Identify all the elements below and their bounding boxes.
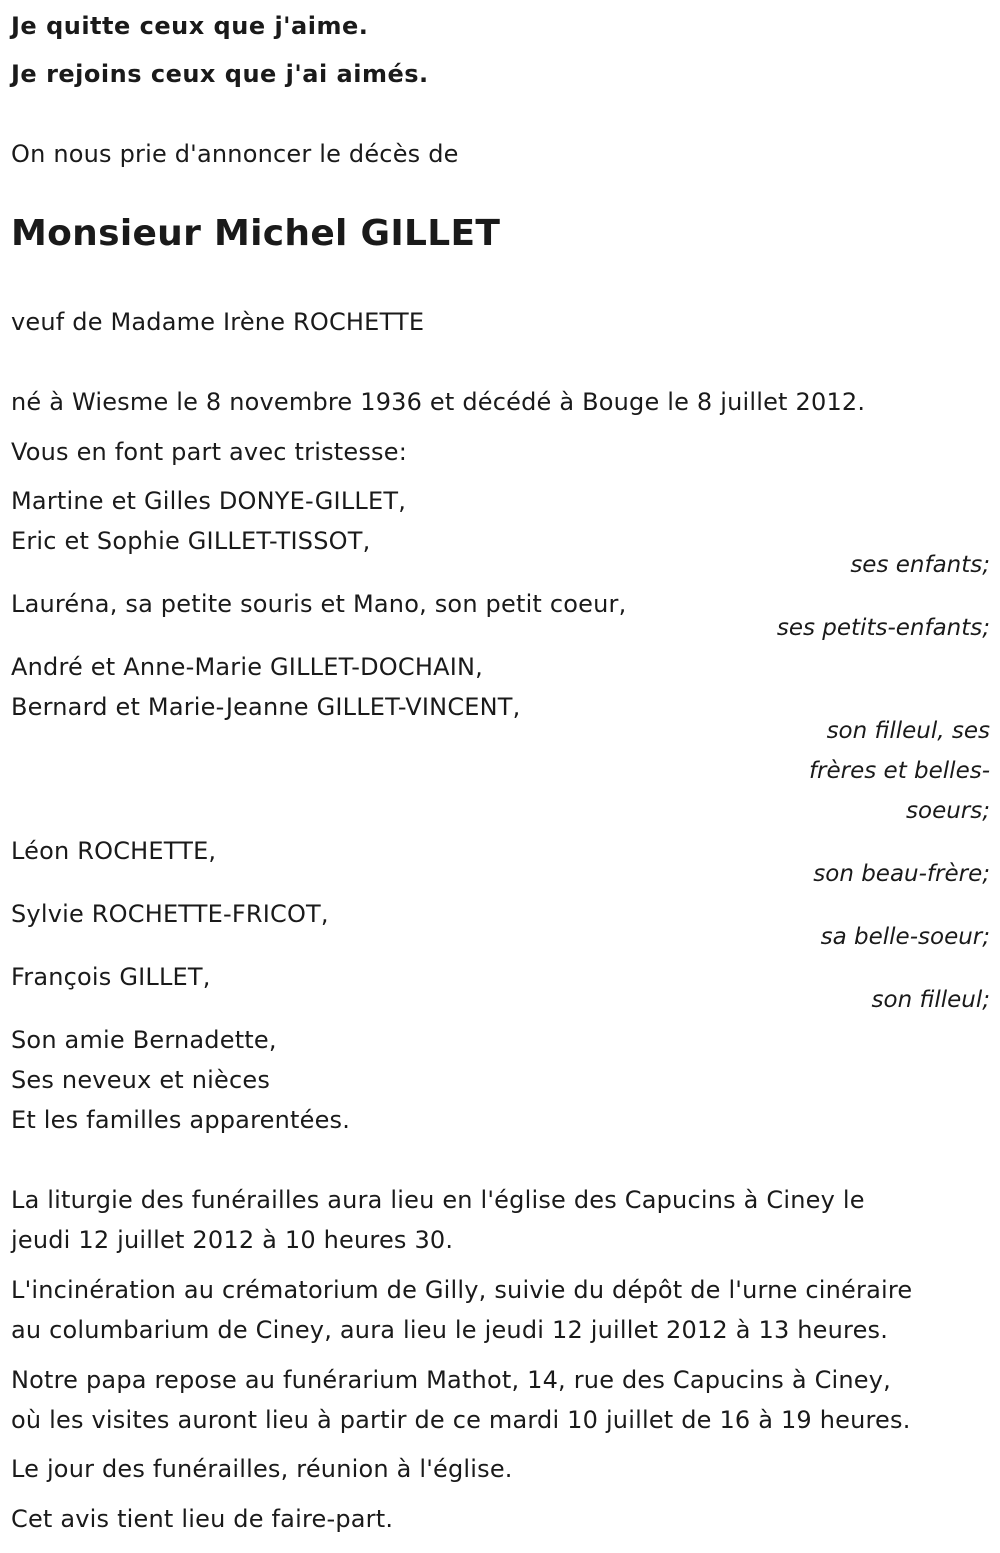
deceased-name: Monsieur Michel GILLET — [11, 213, 501, 254]
cremation-text-line-1: L'incinération au crématorium de Gilly, suivie du dépôt de l'urne cinéraire — [11, 1276, 913, 1304]
family-name: Eric et Sophie GILLET-TISSOT, — [11, 527, 371, 555]
family-name: André et Anne-Marie GILLET-DOCHAIN, — [11, 653, 483, 681]
epigraph-line-2: Je rejoins ceux que j'ai aimés. — [11, 60, 429, 88]
family-role-siblings-line-1: son filleul, ses — [826, 718, 990, 744]
family-name: Sylvie ROCHETTE-FRICOT, — [11, 900, 329, 928]
family-name: Lauréna, sa petite souris et Mano, son petit coeur, — [11, 590, 627, 618]
funeral-text-line-2: jeudi 12 juillet 2012 à 10 heures 30. — [11, 1226, 454, 1254]
family-role-sister-in-law: sa belle-soeur; — [820, 924, 990, 950]
family-name: Léon ROCHETTE, — [11, 837, 217, 865]
intro-text: On nous prie d'annoncer le décès de — [11, 140, 459, 168]
family-role-siblings-line-2: frères et belles- — [808, 758, 990, 784]
notice-text: Cet avis tient lieu de faire-part. — [11, 1505, 394, 1533]
visitation-text-line-1: Notre papa repose au funérarium Mathot, 14, rue des Capucins à Ciney, — [11, 1366, 892, 1394]
family-role-brother-in-law: son beau-frère; — [813, 861, 990, 887]
meeting-text: Le jour des funérailles, réunion à l'église. — [11, 1455, 513, 1483]
family-other: Ses neveux et nièces — [11, 1066, 271, 1094]
announced-by: Vous en font part avec tristesse: — [11, 438, 408, 466]
visitation-text-line-2: où les visites auront lieu à partir de ce mardi 10 juillet de 16 à 19 heures. — [11, 1406, 911, 1434]
widower-of: veuf de Madame Irène ROCHETTE — [11, 308, 425, 336]
family-role-grandchildren: ses petits-enfants; — [776, 615, 990, 641]
family-role-godson: son filleul; — [871, 987, 990, 1013]
family-name: Martine et Gilles DONYE-GILLET, — [11, 487, 407, 515]
birth-death-line: né à Wiesme le 8 novembre 1936 et décédé à Bouge le 8 juillet 2012. — [11, 388, 866, 416]
funeral-text-line-1: La liturgie des funérailles aura lieu en l'église des Capucins à Ciney le — [11, 1186, 865, 1214]
family-other: Son amie Bernadette, — [11, 1026, 277, 1054]
family-other: Et les familles apparentées. — [11, 1106, 351, 1134]
cremation-text-line-2: au columbarium de Ciney, aura lieu le jeudi 12 juillet 2012 à 13 heures. — [11, 1316, 889, 1344]
family-name: François GILLET, — [11, 963, 211, 991]
family-name: Bernard et Marie-Jeanne GILLET-VINCENT, — [11, 693, 521, 721]
epigraph-line-1: Je quitte ceux que j'aime. — [11, 12, 369, 40]
family-role-children: ses enfants; — [850, 552, 990, 578]
family-role-siblings-line-3: soeurs; — [906, 798, 990, 824]
